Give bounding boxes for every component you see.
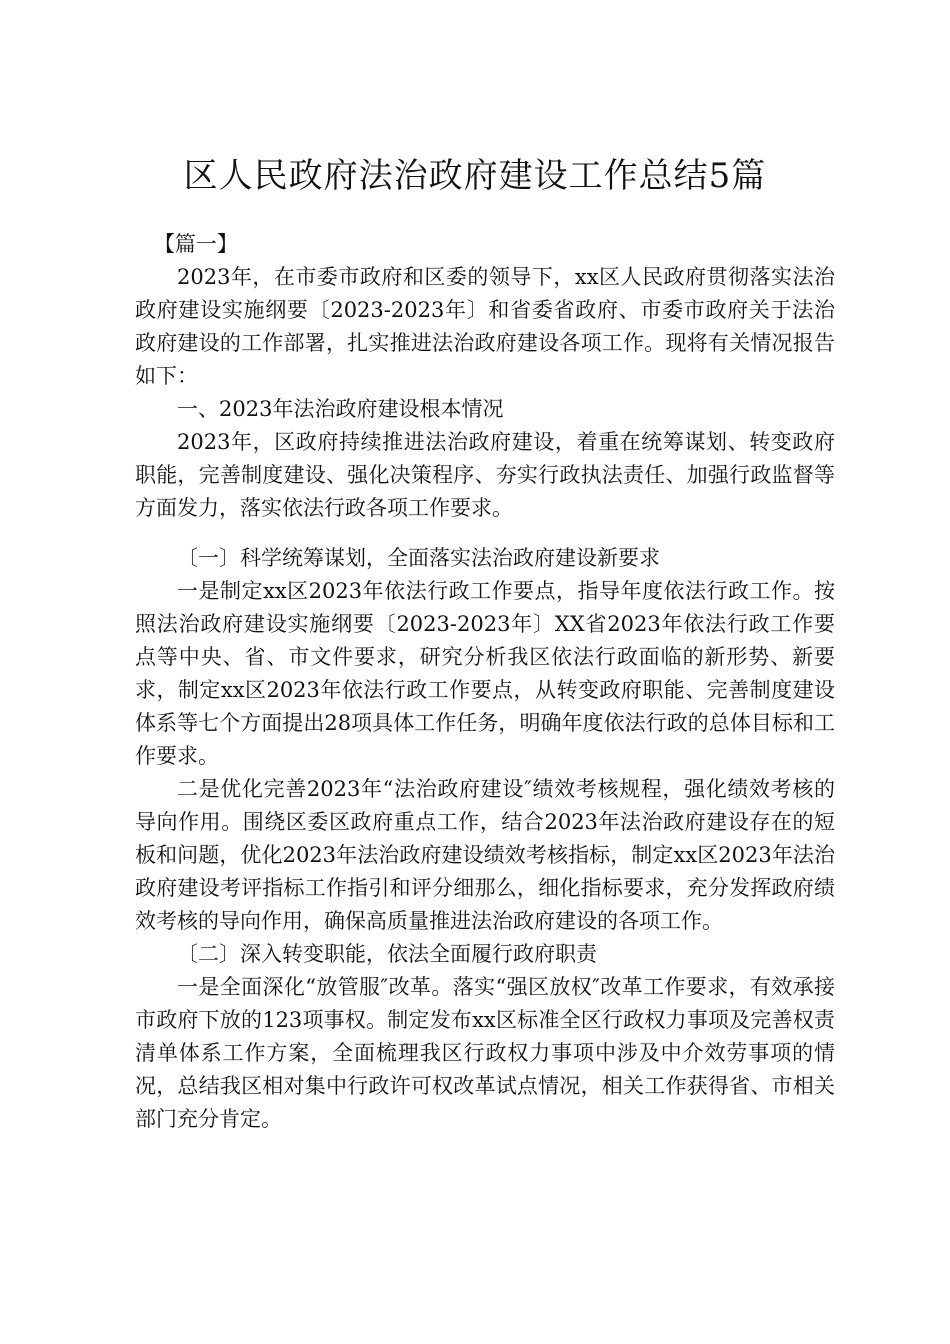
document-title: 区人民政府法治政府建设工作总结5篇 [183,156,767,196]
chapter-label: 【篇一】 [153,232,238,256]
body-paragraph-1: 一是制定xx区2023年依法行政工作要点，指导年度依法行政工作。按照法治政府建设实施纲要〔2023-2023年〕XX省2023年依法行政工作要点等中央、省、市文件要求，研究分析我区依法行政面临的新形势、新要求，制定xx区2023年依法行政工作要点，从转变政府职能、完善制度建设体系等七个方面提出28项具体工作任务，明确年度依法行政的总体目标和工作要求。 [135,579,835,768]
intro-paragraph: 2023年，在市委市政府和区委的领导下，xx区人民政府贯彻落实法治政府建设实施纲要〔2023-2023年〕和省委省政府、市委市政府关于法治政府建设的工作部署，扎实推进法治政府建设各项工作。现将有关情况报告如下： [135,265,835,388]
section-heading: 一、2023年法治政府建设根本情况 [177,397,504,421]
subsection-heading-1: 〔一〕科学统筹谋划，全面落实法治政府建设新要求 [177,546,660,570]
body-paragraph-3: 一是全面深化“放管服″改革。落实“强区放权″改革工作要求，有效承接市政府下放的123项事权。制定发布xx区标准全区行政权力事项及完善权责清单体系工作方案，全面梳理我区行政权力事项中涉及中介效劳事项的情况，总结我区相对集中行政许可权改革试点情况，相关工作获得省、市相关部门充分肯定。 [135,975,835,1131]
subsection-heading-2: 〔二〕深入转变职能，依法全面履行政府职责 [177,942,597,966]
document-body [135,228,835,1136]
overview-paragraph: 2023年，区政府持续推进法治政府建设，着重在统筹谋划、转变政府职能，完善制度建设、强化决策程序、夯实行政执法责任、加强行政监督等方面发力，落实依法行政各项工作要求。 [135,430,835,520]
body-paragraph-2: 二是优化完善2023年“法治政府建设″绩效考核规程，强化绩效考核的导向作用。围绕区委区政府重点工作，结合2023年法治政府建设存在的短板和问题，优化2023年法治政府建设绩效考核指标，制定xx区2023年法治政府建设考评指标工作指引和评分细那么，细化指标要求，充分发挥政府绩效考核的导向作用，确保高质量推进法治政府建设的各项工作。 [135,777,835,933]
